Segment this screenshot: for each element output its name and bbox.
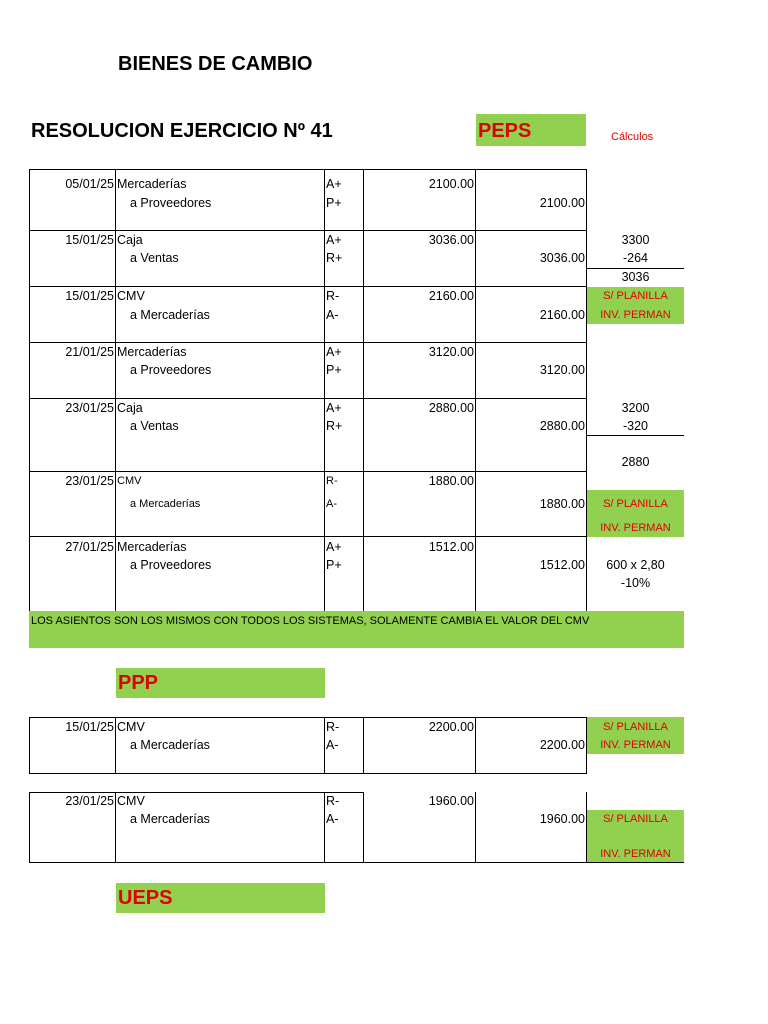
credit-account: a Ventas: [130, 419, 179, 433]
debit-account: CMV: [117, 794, 145, 808]
credit-amount: 3036.00: [539, 251, 585, 265]
calc-label: Cálculos: [611, 131, 654, 143]
note-planilla: S/ PLANILLA: [603, 498, 668, 510]
credit-code: A-: [326, 308, 339, 322]
debit-code: R-: [326, 794, 340, 808]
credit-code: A-: [326, 812, 339, 826]
debit-account: Mercaderías: [117, 177, 187, 191]
entry-date: 23/01/25: [65, 794, 114, 808]
debit-code: R-: [326, 720, 340, 734]
entry-date: 15/01/25: [65, 233, 114, 247]
credit-amount: 1880.00: [539, 497, 585, 511]
debit-code: A+: [326, 233, 342, 247]
entry-date: 05/01/25: [65, 177, 114, 191]
debit-amount: 1512.00: [428, 540, 474, 554]
entry-date: 15/01/25: [65, 720, 114, 734]
credit-account: a Ventas: [130, 251, 179, 265]
sheet-title: BIENES DE CAMBIO: [118, 53, 313, 75]
calc-value: 3300: [621, 233, 650, 247]
debit-code: R-: [326, 475, 338, 487]
debit-account: Caja: [117, 401, 143, 415]
debit-code: A+: [326, 177, 342, 191]
debit-amount: 2200.00: [428, 720, 474, 734]
credit-account: a Mercaderías: [130, 812, 210, 826]
credit-account: a Mercaderías: [130, 738, 210, 752]
note-banner-text: LOS ASIENTOS SON LOS MISMOS CON TODOS LOS SISTEMAS, SOLAMENTE CAMBIA EL VALOR DEL CMV: [31, 615, 590, 627]
debit-amount: 2100.00: [428, 177, 474, 191]
credit-amount: 2160.00: [539, 308, 585, 322]
note-planilla: S/ PLANILLA: [603, 721, 668, 733]
credit-amount: 1512.00: [539, 558, 585, 572]
credit-code: P+: [326, 196, 342, 210]
debit-amount: 1880.00: [428, 474, 474, 488]
credit-amount: 2100.00: [539, 196, 585, 210]
debit-account: Caja: [117, 233, 143, 247]
entry-date: 15/01/25: [65, 289, 114, 303]
entry-date: 23/01/25: [65, 474, 114, 488]
calc-result: 2880: [621, 455, 650, 469]
debit-code: A+: [326, 401, 342, 415]
calc-value: -264: [622, 251, 649, 265]
calc-value: -320: [622, 419, 649, 433]
credit-account: a Mercaderías: [130, 308, 210, 322]
credit-amount: 2200.00: [539, 738, 585, 752]
debit-account: CMV: [117, 475, 142, 487]
credit-code: P+: [326, 363, 342, 377]
entry-date: 27/01/25: [65, 540, 114, 554]
note-inv-perman: INV. PERMAN: [600, 522, 671, 534]
debit-account: CMV: [117, 720, 145, 734]
note-inv-perman: INV. PERMAN: [600, 848, 671, 860]
debit-amount: 3036.00: [428, 233, 474, 247]
credit-code: A-: [326, 738, 339, 752]
credit-account: a Mercaderías: [130, 498, 201, 510]
credit-code: R+: [326, 251, 343, 265]
debit-code: R-: [326, 289, 340, 303]
credit-account: a Proveedores: [130, 196, 212, 210]
credit-account: a Proveedores: [130, 558, 212, 572]
credit-amount: 1960.00: [539, 812, 585, 826]
calc-value: -10%: [620, 576, 651, 590]
ppp-label: PPP: [118, 672, 159, 694]
debit-code: A+: [326, 345, 342, 359]
debit-account: Mercaderías: [117, 540, 187, 554]
note-inv-perman: INV. PERMAN: [600, 739, 671, 751]
debit-code: A+: [326, 540, 342, 554]
peps-label: PEPS: [478, 120, 532, 142]
credit-code: A-: [326, 498, 337, 510]
debit-account: Mercaderías: [117, 345, 187, 359]
credit-amount: 3120.00: [539, 363, 585, 377]
entry-date: 21/01/25: [65, 345, 114, 359]
credit-account: a Proveedores: [130, 363, 212, 377]
debit-amount: 2880.00: [428, 401, 474, 415]
note-planilla: S/ PLANILLA: [603, 290, 668, 302]
calc-value: 3200: [621, 401, 650, 415]
debit-amount: 2160.00: [428, 289, 474, 303]
debit-amount: 3120.00: [428, 345, 474, 359]
debit-amount: 1960.00: [428, 794, 474, 808]
entry-date: 23/01/25: [65, 401, 114, 415]
credit-code: P+: [326, 558, 342, 572]
debit-account: CMV: [117, 289, 145, 303]
ueps-label: UEPS: [118, 887, 173, 909]
credit-code: R+: [326, 419, 343, 433]
note-planilla: S/ PLANILLA: [603, 813, 668, 825]
credit-amount: 2880.00: [539, 419, 585, 433]
exercise-title: RESOLUCION EJERCICIO Nº 41: [31, 120, 333, 142]
calc-value: 600 x 2,80: [606, 558, 665, 572]
calc-result: 3036: [621, 270, 650, 284]
note-inv-perman: INV. PERMAN: [600, 309, 671, 321]
